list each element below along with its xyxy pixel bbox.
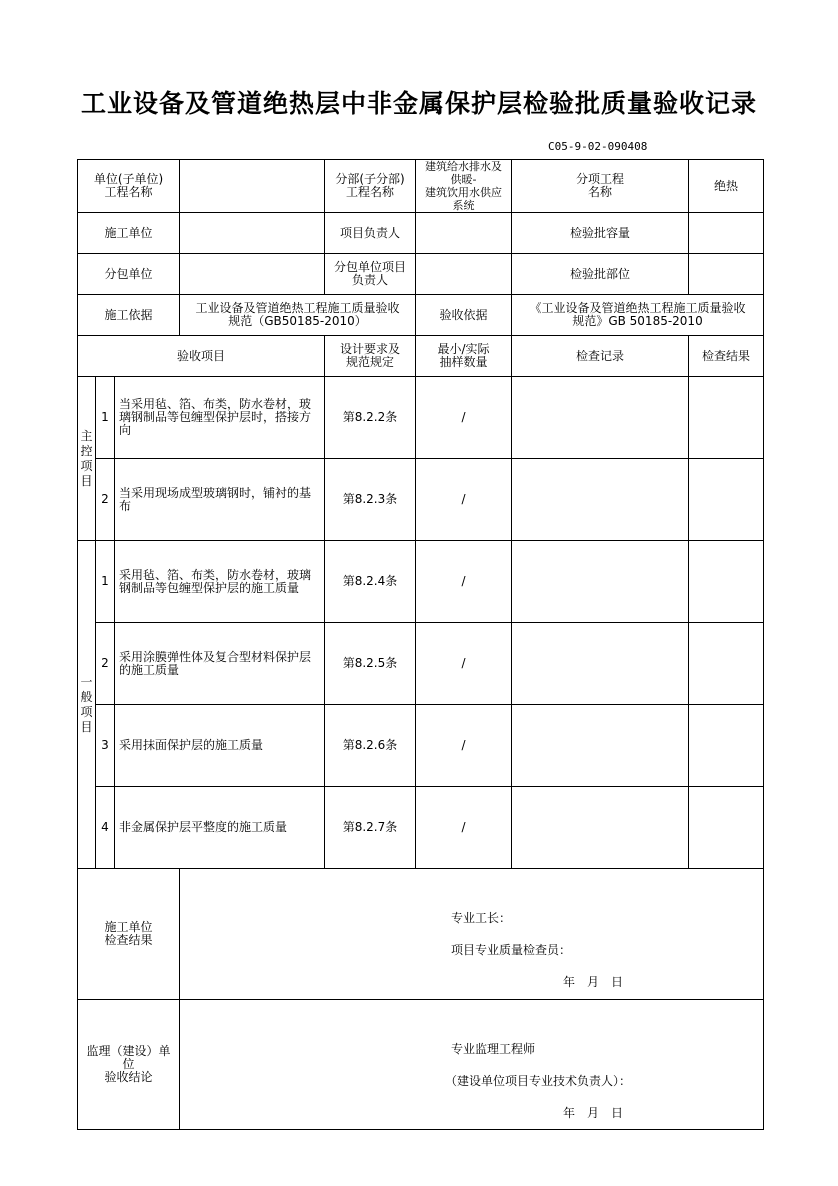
form-code: C05-9-02-090408 [548,140,648,153]
item-text: 采用抹面保护层的施工质量 [115,705,325,787]
item-sample[interactable]: / [416,377,512,459]
item-no: 2 [96,623,115,705]
subcontractor-label: 分包单位 [78,254,180,295]
item-result[interactable] [689,377,764,459]
foreman-label: 专业工长： [451,911,512,925]
item-no: 4 [96,787,115,869]
batch-location-label: 检验批部位 [512,254,689,295]
contractor-check-row [78,869,764,1000]
item-text: 采用涂膜弹性体及复合型材料保护层的施工质量 [115,623,325,705]
item-record[interactable] [512,541,689,623]
column-header-row [78,336,764,377]
unit-project-label: 单位(子单位) 工程名称 [78,160,180,213]
supervisor-date: 年 月 日 [563,1106,624,1120]
item-sample[interactable]: / [416,459,512,541]
header-row-contractor [78,213,764,254]
contractor-check-area[interactable] [180,869,764,1000]
sub-lead-label: 分包单位项目 负责人 [325,254,416,295]
item-sample[interactable]: / [416,623,512,705]
batch-capacity-value[interactable] [689,213,764,254]
supervisor-check-row [78,1000,764,1130]
col-record: 检查记录 [512,336,689,377]
sub-lead-value[interactable] [416,254,512,295]
item-clause: 第8.2.3条 [325,459,416,541]
item-no: 2 [96,459,115,541]
batch-capacity-label: 检验批容量 [512,213,689,254]
item-clause: 第8.2.5条 [325,623,416,705]
supervisor-check-area[interactable] [180,1000,764,1130]
item-clause: 第8.2.6条 [325,705,416,787]
general-group-label: 一般项目 [80,674,93,734]
item-result[interactable] [689,459,764,541]
acceptance-record-table [77,159,764,1130]
item-sample[interactable]: / [416,541,512,623]
contractor-value[interactable] [180,213,325,254]
unit-project-value[interactable] [180,160,325,213]
main-group-cell [78,377,96,541]
acceptance-basis-label: 验收依据 [416,295,512,336]
item-record[interactable] [512,377,689,459]
sub-project-value[interactable]: 建筑给水排水及供暖- 建筑饮用水供应系统 [416,160,512,213]
item-no: 3 [96,705,115,787]
supervisor-check-label: 监理（建设）单位 验收结论 [78,1000,180,1130]
main-item-row [78,459,764,541]
owner-lead-label: （建设单位项目专业技术负责人）： [445,1074,632,1088]
item-result[interactable] [689,705,764,787]
project-lead-value[interactable] [416,213,512,254]
main-group-label: 主控项目 [80,428,93,488]
header-row-basis [78,295,764,336]
item-no: 1 [96,377,115,459]
inspector-label: 项目专业质量检查员： [451,943,572,957]
page-title: 工业设备及管道绝热层中非金属保护层检验批质量验收记录 [80,89,757,118]
general-group-cell [78,541,96,869]
subcontractor-value[interactable] [180,254,325,295]
item-text: 采用毡、箔、布类，防水卷材，玻璃钢制品等包缠型保护层的施工质量 [115,541,325,623]
item-result[interactable] [689,541,764,623]
col-sample: 最小/实际 抽样数量 [416,336,512,377]
general-item-row [78,787,764,869]
main-item-row [78,377,764,459]
col-design: 设计要求及 规范规定 [325,336,416,377]
contractor-check-label: 施工单位 检查结果 [78,869,180,1000]
col-item: 验收项目 [78,336,325,377]
item-result[interactable] [689,787,764,869]
item-clause: 第8.2.4条 [325,541,416,623]
header-row-subcontractor [78,254,764,295]
batch-location-value[interactable] [689,254,764,295]
header-row-project [78,160,764,213]
item-record[interactable] [512,787,689,869]
col-result: 检查结果 [689,336,764,377]
item-sample[interactable]: / [416,705,512,787]
basis-label: 施工依据 [78,295,180,336]
general-item-row [78,541,764,623]
item-result[interactable] [689,623,764,705]
general-item-row [78,623,764,705]
item-project-value[interactable]: 绝热 [689,160,764,213]
item-record[interactable] [512,705,689,787]
project-lead-label: 项目负责人 [325,213,416,254]
item-text: 当采用毡、箔、布类，防水卷材，玻璃钢制品等包缠型保护层时，搭接方向 [115,377,325,459]
sub-project-label: 分部(子分部) 工程名称 [325,160,416,213]
item-project-label: 分项工程 名称 [512,160,689,213]
item-text: 当采用现场成型玻璃钢时，铺衬的基布 [115,459,325,541]
item-clause: 第8.2.7条 [325,787,416,869]
item-text: 非金属保护层平整度的施工质量 [115,787,325,869]
supervisor-engineer-label: 专业监理工程师 [451,1042,536,1056]
item-record[interactable] [512,623,689,705]
item-clause: 第8.2.2条 [325,377,416,459]
contractor-label: 施工单位 [78,213,180,254]
item-sample[interactable]: / [416,787,512,869]
item-no: 1 [96,541,115,623]
general-item-row [78,705,764,787]
item-record[interactable] [512,459,689,541]
acceptance-basis-value[interactable]: 《工业设备及管道绝热工程施工质量验收 规范》GB 50185-2010 [512,295,764,336]
contractor-date: 年 月 日 [563,975,624,989]
basis-value[interactable]: 工业设备及管道绝热工程施工质量验收 规范（GB50185-2010） [180,295,416,336]
